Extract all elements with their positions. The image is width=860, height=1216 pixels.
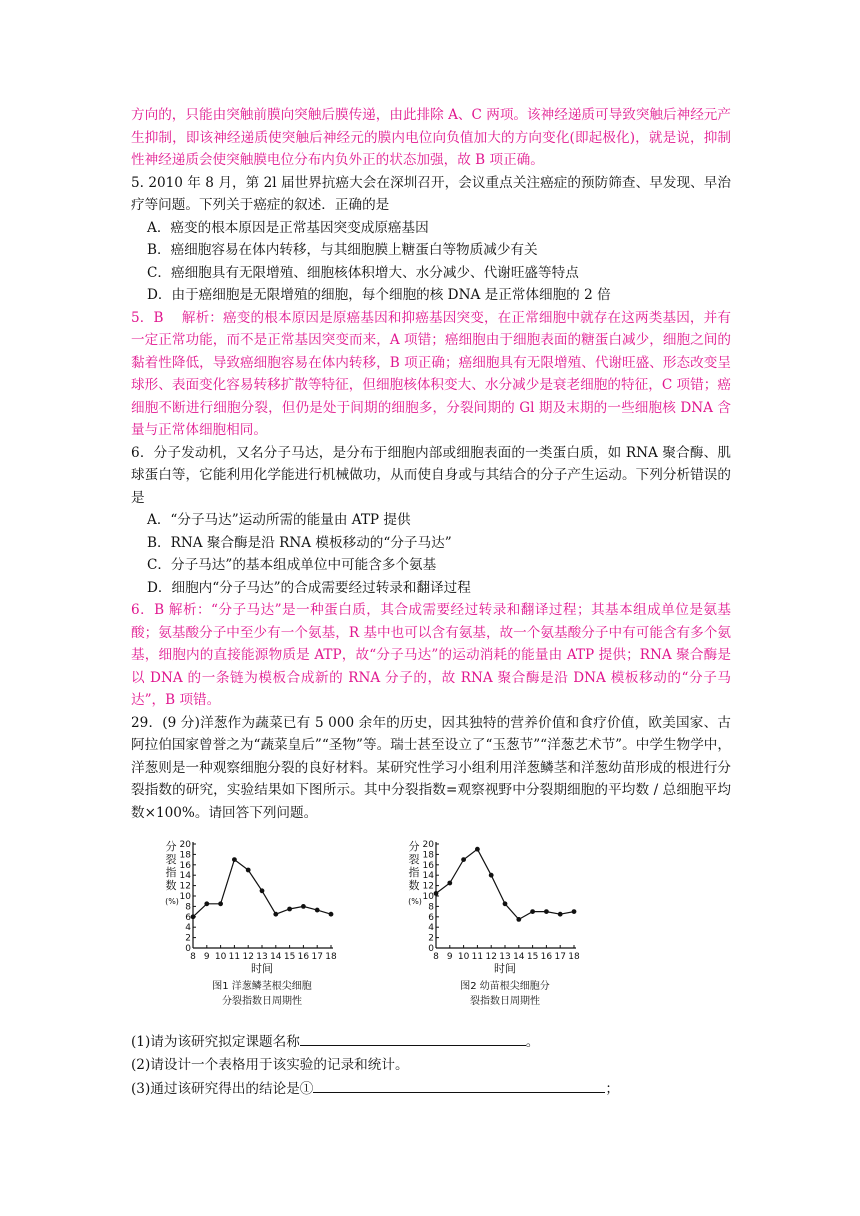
x-tick-label: 12 bbox=[485, 952, 497, 962]
y-axis-unit: (%) bbox=[408, 897, 422, 906]
y-axis-label-char: 分 bbox=[408, 840, 420, 853]
x-tick-label: 16 bbox=[540, 952, 553, 962]
y-tick-label: 2 bbox=[185, 933, 191, 944]
figure-area bbox=[131, 836, 731, 1014]
x-tick-label: 12 bbox=[242, 952, 254, 962]
series-line bbox=[436, 849, 574, 919]
data-point bbox=[246, 868, 251, 873]
chart-2-svg bbox=[406, 836, 586, 1014]
y-tick-label: 14 bbox=[179, 871, 191, 882]
question-6-stem: 6．分子发动机，又名分子马达，是分布于细胞内部或细胞表面的一类蛋白质，如 RNA 聚合酶、肌球蛋白等，它能利用化学能进行机械做功，从而使自身或与其结合的分子产生运动。下列分析错误的是 bbox=[131, 444, 731, 506]
chart-caption-line-1: 图1 洋葱鳞茎根尖细胞 bbox=[212, 981, 312, 992]
x-tick-label: 11 bbox=[471, 952, 484, 962]
question-5-option-a: A．癌变的根本原因是正常基因突变成原癌基因 bbox=[147, 219, 429, 236]
y-tick-label: 8 bbox=[185, 902, 191, 913]
sub-question-1-end: 。 bbox=[525, 1034, 540, 1050]
y-tick-label: 6 bbox=[428, 912, 434, 923]
data-point bbox=[287, 907, 292, 912]
y-tick-label: 2 bbox=[428, 933, 434, 944]
x-tick-label: 8 bbox=[433, 952, 439, 962]
y-tick-label: 10 bbox=[179, 892, 191, 902]
data-point bbox=[516, 917, 521, 922]
answer-blank-1[interactable] bbox=[300, 1030, 526, 1046]
chart-figure-1 bbox=[163, 836, 343, 1014]
x-tick-label: 10 bbox=[457, 952, 470, 962]
data-point bbox=[434, 891, 439, 896]
y-tick-label: 16 bbox=[422, 860, 434, 871]
x-tick-label: 18 bbox=[325, 952, 337, 962]
x-axis-label: 时间 bbox=[251, 962, 273, 975]
question-5-option-d: D．由于癌细胞是无限增殖的细胞，每个细胞的核 DNA 是正常体细胞的 2 倍 bbox=[147, 287, 611, 303]
data-point bbox=[329, 912, 334, 917]
data-point bbox=[204, 901, 209, 906]
y-tick-label: 6 bbox=[185, 912, 191, 923]
y-axis-label-char: 指 bbox=[165, 866, 177, 879]
chart-caption-line-2: 分裂指数日周期性 bbox=[222, 996, 302, 1007]
x-tick-label: 9 bbox=[203, 952, 210, 962]
x-tick-label: 11 bbox=[228, 952, 241, 962]
data-point bbox=[218, 901, 223, 906]
y-tick-label: 4 bbox=[428, 923, 434, 934]
chart-1-svg bbox=[163, 836, 343, 1014]
question-6-option-d: D．细胞内“分子马达”的合成需要经过转录和翻译过程 bbox=[147, 579, 471, 596]
y-tick-label: 0 bbox=[428, 944, 434, 954]
question-6-option-a: A．“分子马达”运动所需的能量由 ATP 提供 bbox=[147, 512, 411, 528]
x-tick-label: 13 bbox=[256, 952, 268, 962]
x-tick-label: 13 bbox=[499, 952, 511, 962]
y-tick-label: 18 bbox=[422, 850, 434, 861]
x-tick-label: 15 bbox=[526, 952, 539, 962]
sub-question-3-text: (3)通过该研究得出的结论是① bbox=[131, 1081, 314, 1097]
x-tick-label: 17 bbox=[554, 952, 566, 962]
data-point bbox=[260, 888, 265, 893]
answer-5: 5．B 解析：癌变的根本原因是原癌基因和抑癌基因突变，在正常细胞中就存在这两类基因，并有一定正常功能，而不是正常基因突变而来，A 项错；癌细胞由于细胞表面的糖蛋白减少，细胞之间的黏着性降低，导致癌细胞容易在体内转移，B 项正确；癌细胞具有无限增殖、代谢旺盛、形态改变呈球形、表面变化容易转移扩散等特征，但细胞核体积变大、水分减少是衰老细胞的特征，C 项错；癌细胞不断进行细胞分裂，但仍是处于间期的细胞多，分裂间期的 Gl 期及末期的一些细胞核 DNA 含量与正常体细胞相同。 bbox=[131, 309, 731, 438]
chart-figure-2 bbox=[406, 836, 586, 1014]
sub-question-2: (2)请设计一个表格用于该实验的记录和统计。 bbox=[131, 1057, 409, 1073]
y-tick-label: 12 bbox=[179, 881, 191, 892]
question-5-stem: 5. 2010 年 8 月，第 2l 届世界抗癌大会在深圳召开，会议重点关注癌症的预防筛查、早发现、早治疗等问题。下列关于癌症的叙述．正确的是 bbox=[131, 174, 731, 213]
sub-questions bbox=[131, 1030, 731, 1101]
sub-question-1 bbox=[131, 1030, 731, 1054]
data-point bbox=[461, 857, 466, 862]
y-tick-label: 20 bbox=[179, 840, 191, 850]
y-tick-label: 20 bbox=[422, 840, 434, 850]
x-tick-label: 9 bbox=[446, 952, 453, 962]
answer-blank-3[interactable] bbox=[313, 1077, 605, 1093]
y-axis-label-char: 分 bbox=[165, 840, 177, 853]
question-29-stem: 29．(9 分)洋葱作为蔬菜已有 5 000 余年的历史，因其独特的营养价值和食疗价值，欧美国家、古阿拉伯国家曾誉之为“蔬菜皇后”“圣物”等。瑞士甚至设立了“玉葱节”“洋葱艺术节”。中学生物学中，洋葱则是一种观察细胞分裂的良好材料。某研究性学习小组利用洋葱鳞茎和洋葱幼苗形成的根进行分裂指数的研究，实验结果如下图所示。其中分裂指数=观察视野中分裂期细胞的平均数 / 总细胞平均数×100%。请回答下列问题。 bbox=[131, 714, 731, 821]
y-tick-label: 0 bbox=[185, 944, 191, 954]
data-point bbox=[315, 908, 320, 913]
data-point bbox=[447, 881, 452, 886]
y-axis-label-char: 数 bbox=[408, 879, 420, 892]
x-tick-label: 8 bbox=[190, 952, 196, 962]
y-tick-label: 10 bbox=[422, 892, 434, 902]
y-axis-label-char: 数 bbox=[165, 879, 177, 892]
data-point bbox=[191, 914, 196, 919]
data-point bbox=[572, 909, 577, 914]
data-point bbox=[544, 909, 549, 914]
y-axis-label-char: 裂 bbox=[165, 853, 177, 866]
series-line bbox=[193, 860, 331, 917]
y-tick-label: 12 bbox=[422, 881, 434, 892]
y-tick-label: 14 bbox=[422, 871, 434, 882]
x-tick-label: 14 bbox=[270, 952, 282, 962]
x-tick-label: 10 bbox=[214, 952, 227, 962]
y-tick-label: 18 bbox=[179, 850, 191, 861]
question-6-option-b: B．RNA 聚合酶是沿 RNA 模板移动的“分子马达” bbox=[147, 534, 452, 551]
question-6-option-c: C．分子马达”的基本组成单位中可能含多个氨基 bbox=[147, 557, 437, 573]
x-tick-label: 16 bbox=[297, 952, 310, 962]
chart-caption-line-1: 图2 幼苗根尖细胞分 bbox=[460, 981, 550, 992]
answer-4-continued: 方向的，只能由突触前膜向突触后膜传递，由此排除 A、C 两项。该神经递质可导致突触后神经元产生抑制，即该神经递质使突触后神经元的膜内电位向负值加大的方向变化(即起极化)，就是说，抑制性神经递质会使突触膜电位分布内负外正的状态加强，故 B 项正确。 bbox=[131, 107, 731, 168]
document-page bbox=[131, 104, 731, 1101]
x-tick-label: 14 bbox=[513, 952, 525, 962]
data-point bbox=[301, 904, 306, 909]
data-point bbox=[232, 857, 237, 862]
data-point bbox=[273, 912, 278, 917]
question-5-option-b: B．癌细胞容易在体内转移，与其细胞膜上糖蛋白等物质减少有关 bbox=[147, 242, 538, 258]
question-5-option-c: C．癌细胞具有无限增殖、细胞核体积增大、水分减少、代谢旺盛等特点 bbox=[147, 264, 579, 281]
sub-question-3-end: ； bbox=[605, 1081, 619, 1097]
sub-question-1-text: (1)请为该研究拟定课题名称 bbox=[131, 1034, 300, 1050]
data-point bbox=[558, 912, 563, 917]
data-point bbox=[475, 847, 480, 852]
x-tick-label: 18 bbox=[568, 952, 580, 962]
y-tick-label: 16 bbox=[179, 860, 191, 871]
y-axis-unit: (%) bbox=[165, 897, 179, 906]
data-point bbox=[503, 901, 508, 906]
chart-caption-line-2: 裂指数日周期性 bbox=[470, 996, 540, 1007]
data-point bbox=[489, 873, 494, 878]
y-tick-label: 4 bbox=[185, 923, 191, 934]
x-tick-label: 17 bbox=[311, 952, 323, 962]
sub-question-3 bbox=[131, 1077, 731, 1101]
y-tick-label: 8 bbox=[428, 902, 434, 913]
x-tick-label: 15 bbox=[283, 952, 296, 962]
y-axis-label-char: 指 bbox=[408, 866, 420, 879]
data-point bbox=[530, 909, 535, 914]
answer-6: 6．B 解析：“分子马达”是一种蛋白质，其合成需要经过转录和翻译过程；其基本组成单位是氨基酸；氨基酸分子中至少有一个氨基，R 基中也可以含有氨基，故一个氨基酸分子中有可能含有多个氨基，细胞内的直接能源物质是 ATP，故“分子马达”的运动消耗的能量由 ATP 提供；RNA 聚合酶是以 DNA 的一条链为模板合成新的 RNA 分子的，故 RNA 聚合酶是沿 DNA 模板移动的“分子马达”，B 项错。 bbox=[131, 602, 731, 708]
x-axis-label: 时间 bbox=[494, 962, 516, 975]
y-axis-label-char: 裂 bbox=[408, 853, 420, 866]
